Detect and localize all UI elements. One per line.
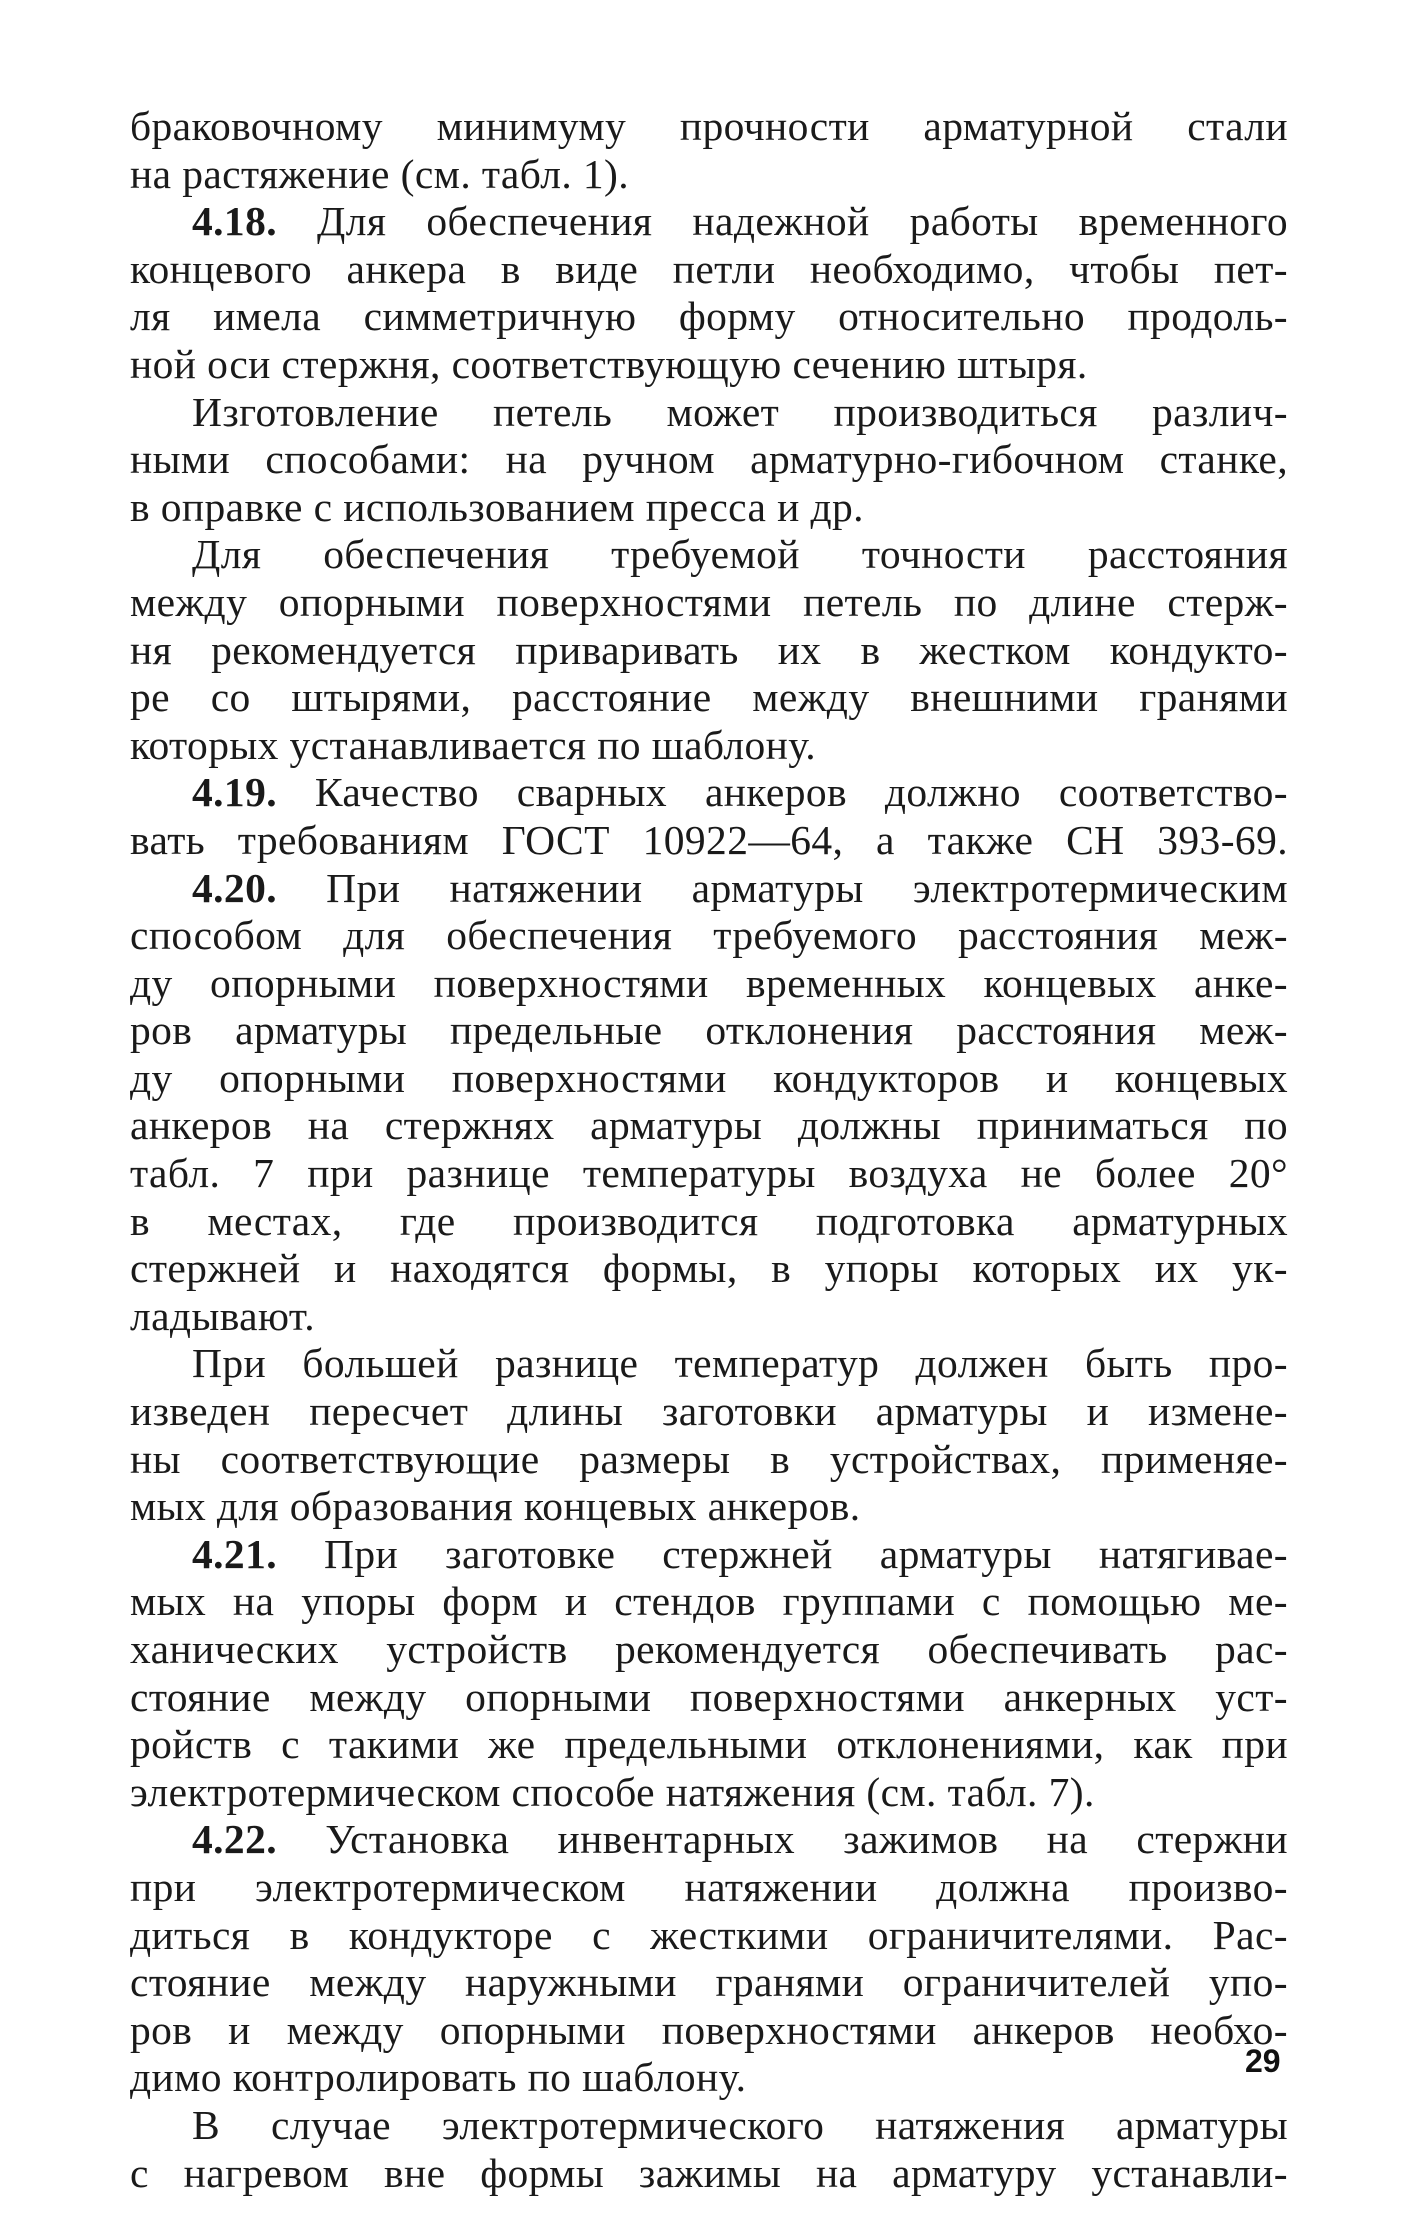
line-text: ройств с такими же предельными отклонениями, как при (130, 1721, 1288, 1768)
line-text: ду опорными поверхностями кондукторов и концевых (130, 1054, 1288, 1101)
section-number: 4.21. (192, 1530, 277, 1577)
line-text: При большей разнице температур должен быть про- (192, 1340, 1288, 1387)
text-line (130, 1436, 1288, 1484)
line-text: ладывают. (130, 1292, 316, 1339)
line-text: ня рекомендуется приваривать их в жестком кондукто- (130, 626, 1288, 673)
text-line (130, 1674, 1288, 1722)
line-text: концевого анкера в виде петли необходимо, чтобы пет- (130, 245, 1288, 292)
line-text: мых на упоры форм и стендов группами с помощью ме- (130, 1578, 1288, 1625)
line-text: Качество сварных анкеров должно соответство- (277, 769, 1288, 816)
line-text: стержней и находятся формы, в упоры которых их ук- (130, 1245, 1288, 1292)
text-line (130, 579, 1288, 627)
line-text: вать требованиям ГОСТ 10922—64, а также СН 393-69. (130, 816, 1288, 863)
line-text: которых устанавливается по шаблону. (130, 721, 817, 768)
text-line (130, 151, 1288, 199)
text-line (130, 2054, 1288, 2102)
text-line (130, 769, 1288, 817)
line-text: стояние между наружными гранями ограничителей упо- (130, 1959, 1288, 2006)
section-number: 4.19. (192, 769, 277, 816)
text-line (130, 912, 1288, 960)
line-text: браковочному минимуму прочности арматурной стали (130, 103, 1288, 149)
line-text: анкеров на стержнях арматуры должны приниматься по (130, 1102, 1288, 1149)
text-line (130, 1388, 1288, 1436)
text-line (130, 198, 1288, 246)
text-line (130, 1531, 1288, 1579)
text-line (130, 1626, 1288, 1674)
line-text: димо контролировать по шаблону. (130, 2054, 747, 2101)
text-line (130, 1340, 1288, 1388)
section-number: 4.18. (192, 198, 277, 245)
text-line (130, 436, 1288, 484)
text-line (130, 1150, 1288, 1198)
line-text: способом для обеспечения требуемого расстояния меж- (130, 912, 1288, 959)
line-text: мых для образования концевых анкеров. (130, 1483, 861, 1530)
text-line (130, 484, 1288, 532)
text-line (130, 1245, 1288, 1293)
line-text: ханических устройств рекомендуется обеспечивать рас- (130, 1626, 1288, 1672)
text-line (130, 817, 1288, 865)
text-line (130, 674, 1288, 722)
line-text: изведен пересчет длины заготовки арматуры и измене- (130, 1388, 1288, 1435)
page-number: 29 (1245, 2043, 1281, 2079)
text-line (130, 1102, 1288, 1150)
line-text: Для обеспечения надежной работы временного (277, 198, 1288, 245)
text-line (130, 722, 1288, 770)
line-text: При заготовке стержней арматуры натягивае- (277, 1530, 1288, 1577)
line-text: в местах, где производится подготовка арматурных (130, 1197, 1288, 1244)
line-text: Для обеспечения требуемой точности расстояния (192, 531, 1288, 578)
text-line (130, 1959, 1288, 2007)
text-line (130, 389, 1288, 437)
line-text: электротермическом способе натяжения (см. табл. 7). (130, 1768, 1095, 1815)
line-text: стояние между опорными поверхностями анкерных уст- (130, 1673, 1288, 1720)
line-text: ду опорными поверхностями временных концевых анке- (130, 959, 1288, 1006)
line-text: с нагревом вне формы зажимы на арматуру устанавли- (130, 2149, 1288, 2196)
text-line (130, 627, 1288, 675)
line-text: Изготовление петель может производиться различ- (192, 388, 1288, 435)
text-line (130, 531, 1288, 579)
line-text: ре со штырями, расстояние между внешними гранями (130, 674, 1288, 721)
line-text: между опорными поверхностями петель по длине стерж- (130, 578, 1288, 625)
line-text: ля имела симметричную форму относительно продоль- (130, 293, 1288, 340)
line-text: ны соответствующие размеры в устройствах, применяе- (130, 1435, 1288, 1482)
text-line (130, 1198, 1288, 1246)
text-line (130, 1007, 1288, 1055)
text-line (130, 2007, 1288, 2055)
line-text: при электротермическом натяжении должна произво- (130, 1863, 1288, 1910)
text-line (130, 2102, 1288, 2150)
line-text: ров и между опорными поверхностями анкеров необхо- (130, 2006, 1288, 2053)
line-text: в оправке с использованием пресса и др. (130, 483, 864, 530)
text-line (130, 1864, 1288, 1912)
line-text: Установка инвентарных зажимов на стержни (277, 1816, 1288, 1863)
text-line (130, 1721, 1288, 1769)
line-text: ров арматуры предельные отклонения расстояния меж- (130, 1007, 1288, 1054)
line-text: табл. 7 при разнице температуры воздуха не более 20° (130, 1150, 1288, 1197)
text-line (130, 2150, 1288, 2198)
line-text: В случае электротермического натяжения арматуры (192, 2101, 1288, 2148)
page-body (130, 103, 1288, 2197)
text-line (130, 246, 1288, 294)
text-line (130, 1769, 1288, 1817)
line-text: При натяжении арматуры электротермическим (277, 864, 1288, 911)
text-line (130, 865, 1288, 913)
text-line (130, 341, 1288, 389)
line-text: диться в кондукторе с жесткими ограничителями. Рас- (130, 1911, 1288, 1958)
text-line (130, 1816, 1288, 1864)
text-line (130, 293, 1288, 341)
section-number: 4.22. (192, 1816, 277, 1863)
text-line (130, 1483, 1288, 1531)
line-text: на растяжение (см. табл. 1). (130, 150, 630, 197)
line-text: ной оси стержня, соответствующую сечению штыря. (130, 340, 1088, 387)
text-line (130, 1912, 1288, 1960)
text-line (130, 1293, 1288, 1341)
text-line (130, 1055, 1288, 1103)
text-line (130, 1578, 1288, 1626)
line-text: ными способами: на ручном арматурно-гибочном станке, (130, 436, 1288, 483)
section-number: 4.20. (192, 864, 277, 911)
text-line (130, 103, 1288, 151)
text-line (130, 960, 1288, 1008)
